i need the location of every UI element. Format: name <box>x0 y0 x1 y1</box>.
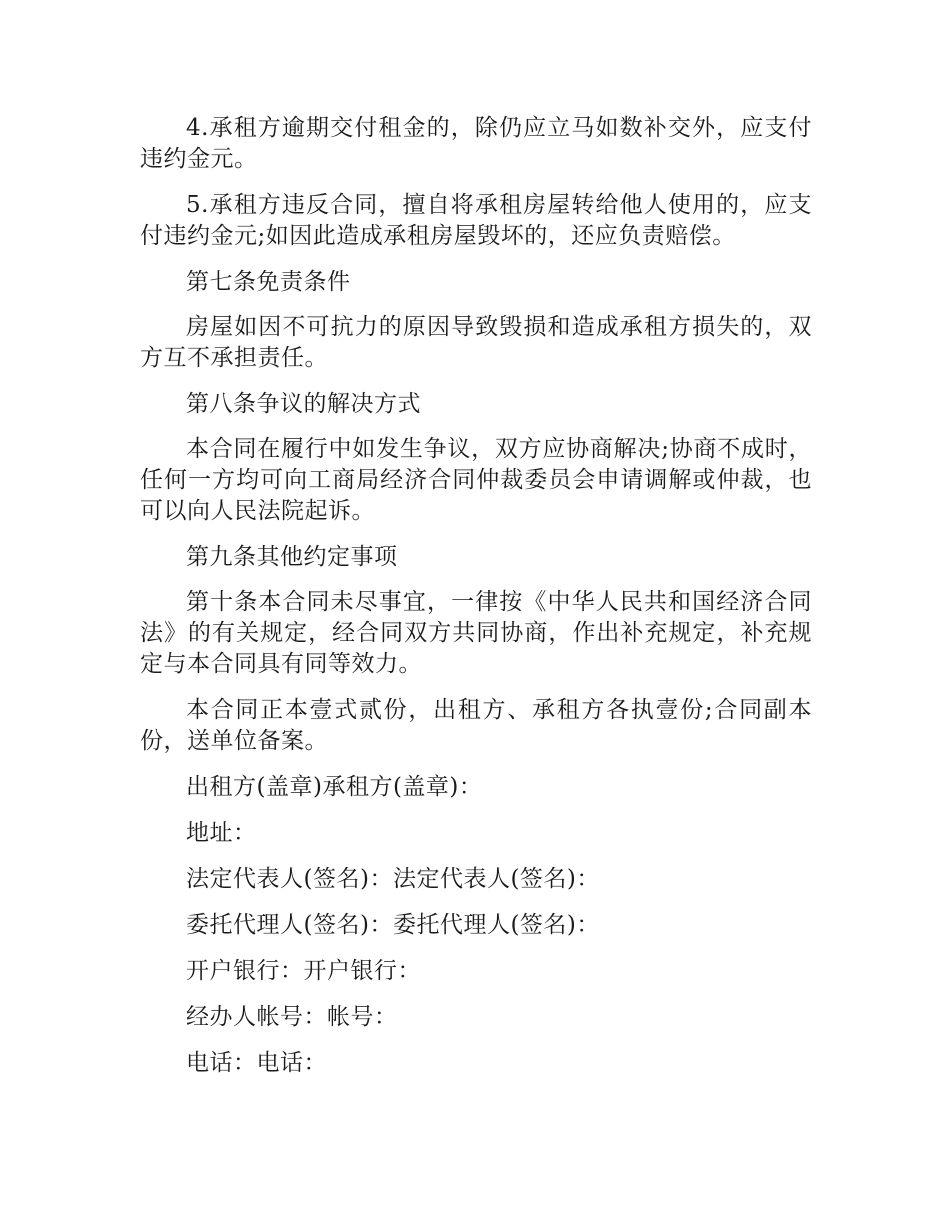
bank-line: 开户银行：开户银行： <box>186 958 421 984</box>
copies-clause: 本合同正本壹式贰份，出租方、承租方各执壹份;合同副本份，送单位备案。 <box>140 697 812 754</box>
article-7-heading: 第七条免责条件 <box>186 269 351 295</box>
document-body <box>140 113 812 1094</box>
agent-line: 委托代理人(签名)：委托代理人(签名)： <box>186 912 600 938</box>
article-8-text: 本合同在履行中如发生争议，双方应协商解决;协商不成时，任何一方均可向工商局经济合同仲裁委员会申请调解或仲裁，也可以向人民法院起诉。 <box>140 436 812 524</box>
article-7-text: 房屋如因不可抗力的原因导致毁损和造成承租方损失的，双方互不承担责任。 <box>140 314 812 371</box>
article-10-text: 第十条本合同未尽事宜，一律按《中华人民共和国经济合同法》的有关规定，经合同双方共同协商，作出补充规定，补充规定与本合同具有同等效力。 <box>140 589 812 677</box>
signature-seal-line: 出租方(盖章)承租方(盖章)： <box>186 774 483 800</box>
clause-sublet-penalty: 5.承租方违反合同，擅自将承租房屋转给他人使用的，应支付违约金元;如因此造成承租房屋毁坏的，还应负责赔偿。 <box>140 192 812 249</box>
article-9-heading: 第九条其他约定事项 <box>186 544 398 570</box>
phone-line: 电话：电话： <box>186 1050 327 1076</box>
account-line: 经办人帐号：帐号： <box>186 1004 398 1030</box>
clause-late-rent-penalty: 4.承租方逾期交付租金的，除仍应立马如数补交外，应支付违约金元。 <box>140 115 812 172</box>
legal-rep-line: 法定代表人(签名)：法定代表人(签名)： <box>186 866 600 892</box>
article-8-heading: 第八条争议的解决方式 <box>186 391 421 417</box>
address-line: 地址： <box>186 820 257 846</box>
